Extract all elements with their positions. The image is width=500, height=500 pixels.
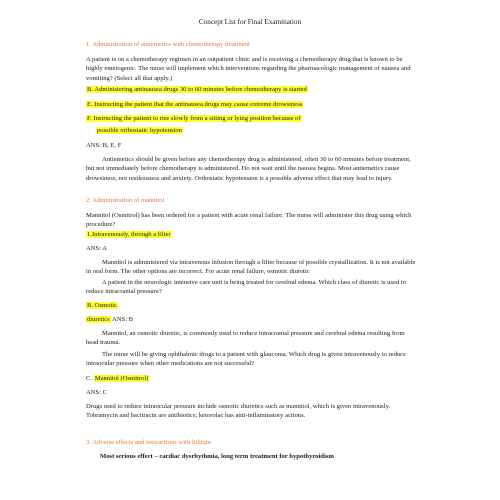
section-2-question-3: The nurse will be giving ophthalmic drugs to a patient with glaucoma. Which drug is given intravenously to reduce intraocular pressure when other medications are not successful? (86, 351, 407, 368)
section-3-heading: 3. Adverse effects and interactions with lithium (86, 439, 211, 446)
answer-e-text: E. Instructing the patient that the antinausea drugs may cause extreme drowsiness (87, 101, 303, 108)
section-2-heading: 2. Administration of mannitol (86, 197, 165, 204)
section-1-ans: ANS: B, E, F (86, 142, 122, 149)
section-2-answer-1-text: 1.Intravenously, through a filter (87, 231, 171, 238)
page-title: Concept List for Final Examination (198, 18, 302, 26)
section-2-rationale-2: Mannitol, an osmotic diuretic, is commonly used to reduce intracranial pressure and cerebral edema resulting from head trauma. (86, 330, 405, 347)
answer-f (86, 114, 418, 123)
section-2-answer-2-cont (86, 315, 418, 324)
section-2-rationale-3: Drugs used to reduce intraocular pressure include osmotic diuretics such as mannitol, which is given intravenously. Tobramycin and bacitracin are antibiotics; ketorolac has anti-inflammatory actions. (86, 403, 391, 420)
section-2-answer-1 (86, 230, 418, 239)
section-1-rationale: Antiemetics should be given before any chemotherapy drug is administered, often 30 to 60 minutes before treatment, but not immediately before chemotherapy is administered. Do not wait until the nausea begins. Most antiemetics cause drowsiness, not restlessness and anxiety. Orthostatic hypotension is a possible adverse effect that may lead to injury. (86, 156, 411, 182)
section-2-answer-3 (86, 374, 418, 383)
section-2-ans-2: ANS: B (110, 316, 134, 323)
answer-f-cont (96, 126, 428, 135)
section-2-question-1: Mannitol (Osmitrol) has been ordered for a patient with acute renal failure. The nurse will administer this drug using which procedure? (86, 212, 412, 229)
section-2-answer-2-cont-text: diuretics (87, 316, 110, 323)
section-2-ans-1: ANS: A (86, 245, 108, 252)
section-2-answer-2-text: B. Osmotic (87, 302, 118, 309)
section-1-heading: 1. Administration of antiemetics with chemotherapy treatment (86, 41, 250, 48)
answer-b-text: B. Administering antinausea drugs 30 to 60 minutes before chemotherapy is started (87, 86, 307, 93)
section-2-answer-3-prefix: C. (86, 375, 93, 382)
answer-b (86, 85, 418, 94)
section-2-rationale-1: Mannitol is administered via intravenous infusion through a filter because of possible crystallization. It is not available in oral form. The other options are incorrect. For acute renal failure, osmotic diuretic (86, 259, 416, 276)
section-3-note: Most serious effect – cardiac dysrhythmia, long term treatment for hypothyroidism (100, 453, 334, 460)
section-2-question-2: A patient in the neurologic intensive care unit is being treated for cerebral edema. Which class of diuretic is used to reduce intracranial pressure? (86, 279, 407, 296)
section-2-answer-3-text: Mannitol (Osmitrol) (94, 375, 149, 382)
section-2-answer-2 (86, 301, 418, 310)
answer-e (86, 100, 418, 109)
answer-f-cont-text: possible orthostatic hypotension (97, 127, 182, 134)
section-2-ans-3: ANS: C (86, 389, 108, 396)
answer-f-text: F. Instructing the patient to rise slowly from a sitting or lying position because of (87, 115, 301, 122)
section-1-question: A patient is on a chemotherapy regimen in an outpatient clinic and is receiving a chemotherapy drug that is known to be highly emetogenic. The nurse will implement which interventions regarding the pharmacologic management of nausea and vomiting? (Select all that apply.) (86, 56, 411, 82)
